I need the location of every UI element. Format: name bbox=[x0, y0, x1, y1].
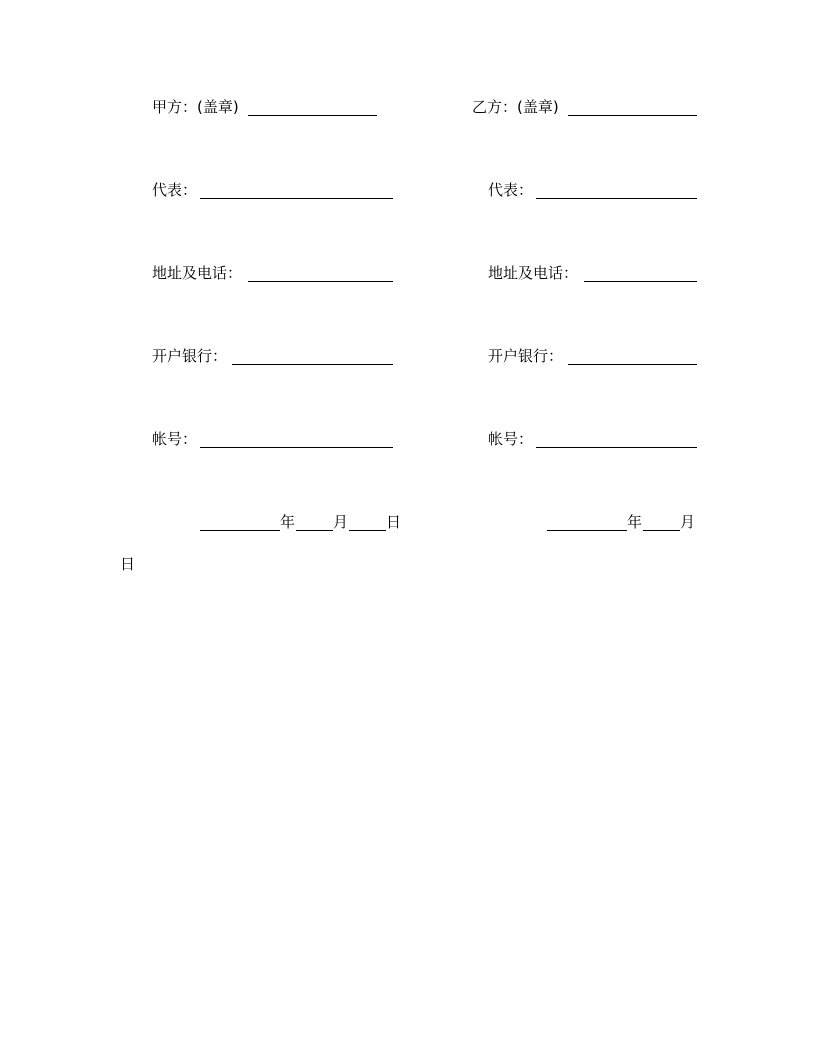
party-b-bank-blank[interactable] bbox=[568, 364, 697, 365]
party-b-address-blank[interactable] bbox=[584, 281, 697, 282]
party-a-month-blank[interactable] bbox=[296, 530, 333, 531]
party-a-representative-label: 代表： bbox=[152, 181, 198, 199]
party-b-bank-label: 开户银行： bbox=[488, 347, 564, 365]
party-a-representative-blank[interactable] bbox=[200, 198, 393, 199]
party-b-address-row bbox=[488, 262, 702, 284]
party-a-address-label: 地址及电话： bbox=[152, 264, 243, 282]
party-a-representative-row bbox=[152, 179, 397, 201]
party-b-day-label: 日 bbox=[120, 555, 136, 573]
party-a-day-label: 日 bbox=[386, 513, 402, 531]
party-b-representative-blank[interactable] bbox=[536, 198, 697, 199]
party-b-account-label: 帐号： bbox=[488, 430, 534, 448]
party-b-date-row bbox=[547, 511, 707, 533]
party-a-seal-blank[interactable] bbox=[248, 115, 377, 116]
party-b-seal-row bbox=[472, 96, 702, 118]
party-b-seal-label: 乙方：(盖章) bbox=[472, 98, 559, 116]
party-a-bank-label: 开户银行： bbox=[152, 347, 228, 365]
party-a-account-blank[interactable] bbox=[200, 447, 393, 448]
party-a-year-blank[interactable] bbox=[200, 530, 280, 531]
party-b-day-wrap-row bbox=[120, 553, 150, 575]
party-a-address-row bbox=[152, 262, 397, 284]
party-b-year-label: 年 bbox=[627, 513, 643, 531]
party-a-address-blank[interactable] bbox=[248, 281, 393, 282]
party-b-representative-label: 代表： bbox=[488, 181, 534, 199]
party-b-month-blank[interactable] bbox=[643, 530, 680, 531]
party-a-account-label: 帐号： bbox=[152, 430, 198, 448]
party-a-date-row bbox=[200, 511, 410, 533]
party-a-day-blank[interactable] bbox=[349, 530, 386, 531]
party-a-account-row bbox=[152, 428, 397, 450]
party-b-bank-row bbox=[488, 345, 702, 367]
party-b-representative-row bbox=[488, 179, 702, 201]
party-a-bank-blank[interactable] bbox=[232, 364, 393, 365]
party-b-account-row bbox=[488, 428, 702, 450]
party-a-month-label: 月 bbox=[333, 513, 349, 531]
party-b-account-blank[interactable] bbox=[536, 447, 697, 448]
party-b-month-label: 月 bbox=[680, 513, 696, 531]
party-a-seal-row bbox=[152, 96, 382, 118]
party-b-seal-blank[interactable] bbox=[568, 115, 697, 116]
party-a-bank-row bbox=[152, 345, 397, 367]
party-b-year-blank[interactable] bbox=[547, 530, 627, 531]
party-a-year-label: 年 bbox=[280, 513, 296, 531]
party-b-address-label: 地址及电话： bbox=[488, 264, 579, 282]
party-a-seal-label: 甲方：(盖章) bbox=[152, 98, 239, 116]
